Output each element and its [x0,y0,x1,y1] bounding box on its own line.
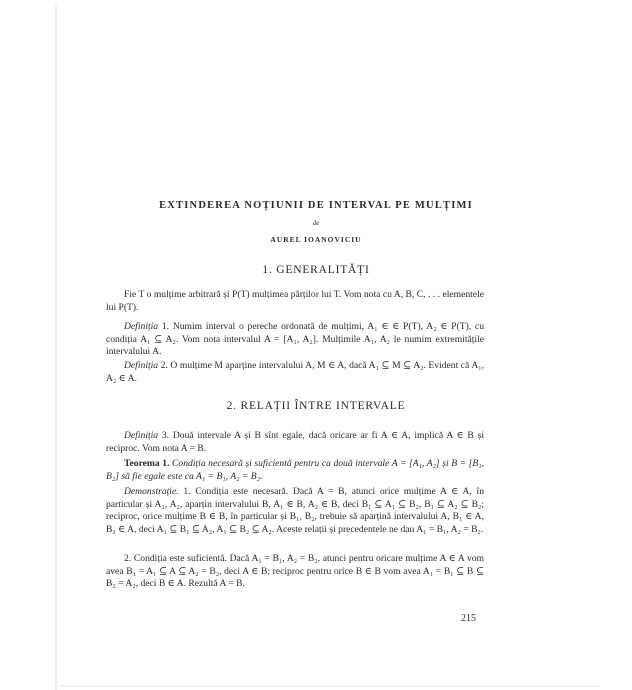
definition-2-text: 2. O mulțime M aparține intervalului A, M ∈ A, dacă A₁ ⊆ M ⊆ A₂. Evident că A₁, A₂ ∈ A. [106,360,484,384]
theorem-1 [106,458,484,483]
theorem-1-text: Condiția necesară și suficientă pentru ca două intervale A = [A₁, A₂] și B = [B₁, B₂] să fie egale este ca A₁ = B₁, A₂ = B₂. [106,458,484,482]
definition-3-text: 3. Două intervale A și B sînt egale, dacă oricare ar fi A ∈ A, implică A ∈ B și reciproc. Vom nota A = B. [106,430,484,454]
definition-1-text: 1. Numim interval o pereche ordonată de mulțimi, A₁ ∈ ∈ P(T), A₂ ∈ P(T), cu condiția A₁ ⊆ A₂. Vom nota intervalul A = [A₁, A₂]. Mulțimile A₁, A₂ le numim extremitățile intervalului A. [106,321,484,358]
page-number: 215 [461,613,476,624]
definition-1 [106,321,484,359]
theorem-1-label: Teorema 1. [124,458,170,469]
intro-paragraph: Fie T o mulțime arbitrară și P(T) mulțimea părților lui T. Vom nota cu A, B, C, . . . elementele lui P(T). [106,289,484,313]
article-title: EXTINDEREA NOȚIUNII DE INTERVAL PE MULȚIMI [159,200,473,211]
proof-label: Demonstrație. [124,486,179,497]
byline-de: de [312,219,320,227]
section-heading-relatii: 2. RELAȚII ÎNTRE INTERVALE [226,400,406,412]
proof-part-1 [106,486,484,537]
definition-2 [106,360,484,385]
definition-1-label: Definiția [124,321,159,332]
proof-part-1-text: 1. Condiția este necesară. Dacă A = B, atunci orice mulțime A ∈ A, în particular și A₁, A₂, aparțin intervalului B, A₁ ∈ B, A₂ ∈ B, deci B₁ ⊆ A₁ ⊆ B₂, B₁ ⊆ A₂ ⊆ B₂; reciproc, orice mulțime B ∈ B, în particular și B₁, B₂, trebuie să aparțină intervalului A, B₁ ∈ A, B₂ ∈ A, deci A₁ ⊆ B₁ ⊆ A₂, A₁ ⊆ B₂ ⊆ A₂. Aceste relații și precedentele ne dau A₁ = B₁, A₂ = B₂. [106,486,484,536]
definition-3-label: Definiția [124,430,159,441]
proof-part-2: 2. Condiția este suficientă. Dacă A₁ = B₁, A₂ = B₂, atunci pentru oricare mulțime A ∈ A vom avea B₁ = A₁ ⊆ A ⊆ A₂ = B₂, deci A ∈ B; reciproc pentru orice B ∈ B vom avea A₁ = B₁ ⊆ B ⊆ B₂ = A₂, deci B ∈ A. Rezultă A = B. [106,553,484,590]
section-heading-generalitati: 1. GENERALITĂȚI [262,264,370,276]
definition-3 [106,430,484,455]
definition-2-label: Definiția [124,360,159,371]
author-name: AUREL IOANOVICIU [270,235,362,244]
